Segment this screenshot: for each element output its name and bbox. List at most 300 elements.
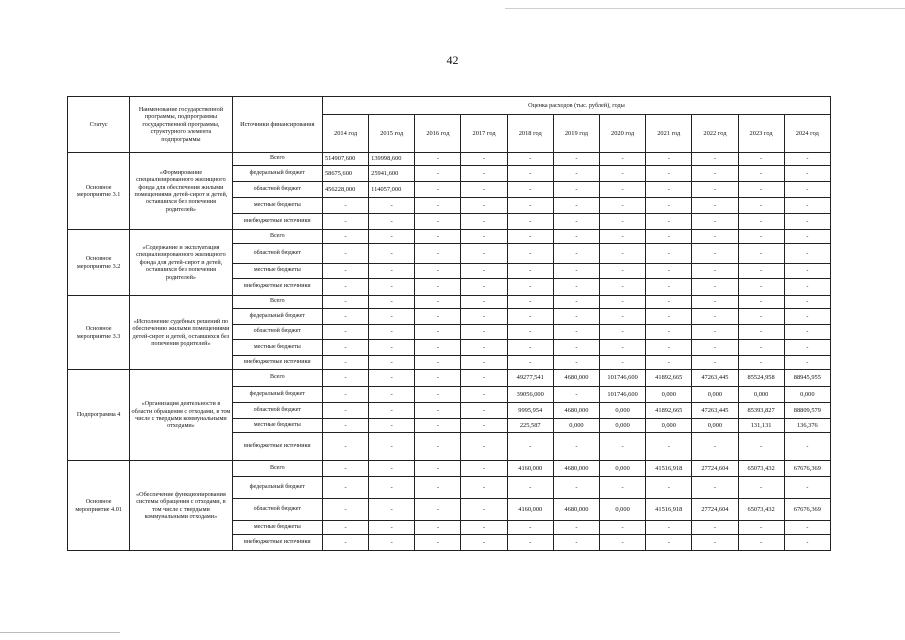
value-cell: -: [461, 198, 507, 214]
value-cell: -: [738, 153, 784, 166]
value-cell: -: [600, 244, 646, 264]
value-cell: -: [461, 279, 507, 296]
value-cell: -: [692, 477, 738, 499]
value-cell: 4680,000: [553, 403, 599, 419]
header-year: 2016 год: [415, 115, 461, 153]
value-cell: 41892,665: [646, 403, 692, 419]
header-year: 2024 год: [784, 115, 830, 153]
value-cell: -: [553, 182, 599, 198]
value-cell: -: [784, 279, 830, 296]
value-cell: -: [461, 433, 507, 461]
value-cell: -: [369, 403, 415, 419]
value-cell: -: [507, 244, 553, 264]
value-cell: -: [461, 309, 507, 325]
value-cell: -: [507, 214, 553, 230]
value-cell: -: [415, 499, 461, 521]
value-cell: -: [415, 198, 461, 214]
value-cell: -: [784, 230, 830, 244]
value-cell: -: [553, 214, 599, 230]
value-cell: -: [507, 198, 553, 214]
value-cell: -: [507, 309, 553, 325]
value-cell: -: [692, 166, 738, 182]
value-cell: -: [507, 296, 553, 309]
row-source: местные бюджеты: [232, 419, 322, 433]
row-status: Подпрограмма 4: [68, 370, 130, 461]
value-cell: 0,000: [784, 387, 830, 403]
row-source: Всего: [232, 153, 322, 166]
value-cell: 0,000: [646, 387, 692, 403]
value-cell: -: [784, 433, 830, 461]
value-cell: -: [507, 535, 553, 551]
value-cell: -: [692, 230, 738, 244]
value-cell: -: [553, 244, 599, 264]
value-cell: -: [415, 461, 461, 477]
value-cell: -: [738, 230, 784, 244]
scan-edge-line: [0, 632, 120, 633]
row-source: Всего: [232, 230, 322, 244]
value-cell: -: [507, 340, 553, 356]
value-cell: -: [553, 325, 599, 340]
value-cell: -: [322, 477, 368, 499]
value-cell: -: [415, 370, 461, 387]
value-cell: -: [553, 356, 599, 370]
value-cell: -: [369, 419, 415, 433]
value-cell: -: [646, 356, 692, 370]
value-cell: 131,131: [738, 419, 784, 433]
value-cell: -: [784, 244, 830, 264]
row-source: местные бюджеты: [232, 264, 322, 279]
value-cell: -: [600, 198, 646, 214]
value-cell: -: [646, 264, 692, 279]
table-row: [68, 230, 831, 244]
value-cell: -: [784, 214, 830, 230]
value-cell: 49277,541: [507, 370, 553, 387]
value-cell: -: [646, 477, 692, 499]
row-source: внебюджетные источники: [232, 535, 322, 551]
value-cell: 41516,918: [646, 461, 692, 477]
value-cell: 0,000: [553, 419, 599, 433]
value-cell: 41516,918: [646, 499, 692, 521]
value-cell: -: [369, 499, 415, 521]
value-cell: -: [692, 325, 738, 340]
value-cell: -: [322, 499, 368, 521]
value-cell: -: [322, 419, 368, 433]
value-cell: -: [553, 166, 599, 182]
value-cell: 225,587: [507, 419, 553, 433]
row-source: областной бюджет: [232, 244, 322, 264]
value-cell: -: [461, 244, 507, 264]
value-cell: -: [415, 477, 461, 499]
value-cell: -: [415, 166, 461, 182]
value-cell: -: [507, 433, 553, 461]
value-cell: -: [369, 356, 415, 370]
value-cell: -: [369, 521, 415, 535]
value-cell: 88945,955: [784, 370, 830, 387]
value-cell: 47263,445: [692, 403, 738, 419]
value-cell: -: [369, 325, 415, 340]
value-cell: -: [692, 214, 738, 230]
value-cell: -: [322, 244, 368, 264]
value-cell: -: [461, 325, 507, 340]
value-cell: -: [415, 244, 461, 264]
row-source: Всего: [232, 296, 322, 309]
row-name: «Формирование специализированного жилищного фонда для обеспечения жилыми помещениями детей-сирот и детей, оставшихся без попечения родителей»: [130, 153, 232, 230]
value-cell: 456228,000: [322, 182, 368, 198]
row-source: местные бюджеты: [232, 340, 322, 356]
value-cell: -: [322, 356, 368, 370]
value-cell: -: [369, 264, 415, 279]
value-cell: -: [461, 521, 507, 535]
value-cell: 65073,432: [738, 499, 784, 521]
value-cell: -: [600, 477, 646, 499]
header-year: 2019 год: [553, 115, 599, 153]
value-cell: -: [600, 325, 646, 340]
value-cell: 4680,000: [553, 370, 599, 387]
row-source: областной бюджет: [232, 325, 322, 340]
value-cell: -: [692, 244, 738, 264]
value-cell: 514907,600: [322, 153, 368, 166]
value-cell: -: [738, 477, 784, 499]
row-name: «Организация деятельности в области обращения с отходами, в том числе с твердыми коммунальными отходами»: [130, 370, 232, 461]
value-cell: 65073,432: [738, 461, 784, 477]
value-cell: -: [553, 279, 599, 296]
value-cell: 67676,369: [784, 461, 830, 477]
value-cell: -: [600, 521, 646, 535]
value-cell: -: [369, 309, 415, 325]
value-cell: -: [784, 182, 830, 198]
value-cell: -: [738, 244, 784, 264]
header-year: 2014 год: [322, 115, 368, 153]
value-cell: -: [600, 214, 646, 230]
value-cell: 67676,369: [784, 499, 830, 521]
value-cell: -: [507, 153, 553, 166]
value-cell: -: [322, 340, 368, 356]
value-cell: 85393,827: [738, 403, 784, 419]
value-cell: -: [692, 264, 738, 279]
value-cell: -: [784, 198, 830, 214]
value-cell: 0,000: [738, 387, 784, 403]
value-cell: -: [322, 403, 368, 419]
value-cell: -: [784, 264, 830, 279]
value-cell: 27724,604: [692, 499, 738, 521]
value-cell: -: [600, 182, 646, 198]
value-cell: 101746,600: [600, 370, 646, 387]
value-cell: -: [784, 521, 830, 535]
row-status: Основное мероприятие 3.3: [68, 296, 130, 370]
value-cell: -: [646, 309, 692, 325]
value-cell: -: [784, 166, 830, 182]
value-cell: -: [784, 477, 830, 499]
value-cell: -: [738, 264, 784, 279]
value-cell: -: [369, 340, 415, 356]
row-source: местные бюджеты: [232, 521, 322, 535]
value-cell: 0,000: [692, 387, 738, 403]
value-cell: -: [415, 325, 461, 340]
value-cell: -: [646, 296, 692, 309]
value-cell: -: [415, 279, 461, 296]
value-cell: -: [646, 433, 692, 461]
value-cell: -: [461, 477, 507, 499]
value-cell: -: [507, 477, 553, 499]
value-cell: -: [784, 325, 830, 340]
page-number: 42: [446, 53, 459, 67]
value-cell: -: [646, 198, 692, 214]
row-name: «Исполнение судебных решений по обеспечению жилыми помещениями детей-сирот и детей, оставшихся без попечения родителей»: [130, 296, 232, 370]
row-name: «Обеспечение функционирования системы обращения с отходами, в том числе с твердыми коммунальными отходами»: [130, 461, 232, 551]
value-cell: -: [369, 279, 415, 296]
value-cell: -: [692, 535, 738, 551]
value-cell: -: [369, 198, 415, 214]
value-cell: -: [738, 309, 784, 325]
value-cell: -: [322, 279, 368, 296]
value-cell: -: [553, 264, 599, 279]
budget-table: [67, 96, 831, 551]
value-cell: 88809,579: [784, 403, 830, 419]
value-cell: -: [322, 387, 368, 403]
row-source: областной бюджет: [232, 182, 322, 198]
value-cell: -: [646, 182, 692, 198]
value-cell: -: [646, 325, 692, 340]
value-cell: -: [692, 296, 738, 309]
row-source: внебюджетные источники: [232, 433, 322, 461]
header-year: 2020 год: [600, 115, 646, 153]
value-cell: -: [784, 153, 830, 166]
value-cell: -: [507, 521, 553, 535]
value-cell: -: [461, 419, 507, 433]
value-cell: -: [784, 535, 830, 551]
value-cell: -: [461, 230, 507, 244]
value-cell: -: [322, 325, 368, 340]
value-cell: -: [461, 461, 507, 477]
value-cell: -: [646, 214, 692, 230]
header-estimate: Оценка расходов (тыс. рублей), годы: [322, 97, 830, 115]
value-cell: 0,000: [600, 403, 646, 419]
value-cell: -: [507, 279, 553, 296]
row-source: Всего: [232, 461, 322, 477]
value-cell: -: [415, 182, 461, 198]
row-source: внебюджетные источники: [232, 279, 322, 296]
value-cell: -: [507, 182, 553, 198]
value-cell: -: [738, 433, 784, 461]
value-cell: -: [738, 198, 784, 214]
row-source: областной бюджет: [232, 403, 322, 419]
value-cell: -: [600, 356, 646, 370]
value-cell: -: [369, 214, 415, 230]
value-cell: -: [369, 370, 415, 387]
value-cell: -: [415, 264, 461, 279]
value-cell: -: [738, 182, 784, 198]
value-cell: 4680,000: [553, 461, 599, 477]
value-cell: -: [369, 244, 415, 264]
value-cell: -: [322, 535, 368, 551]
value-cell: -: [600, 340, 646, 356]
row-status: Основное мероприятие 4.01: [68, 461, 130, 551]
value-cell: -: [507, 166, 553, 182]
value-cell: -: [646, 166, 692, 182]
value-cell: -: [415, 153, 461, 166]
header-status: Статус: [68, 97, 130, 153]
value-cell: -: [553, 230, 599, 244]
header-year: 2021 год: [646, 115, 692, 153]
value-cell: -: [553, 535, 599, 551]
value-cell: -: [738, 296, 784, 309]
value-cell: -: [415, 419, 461, 433]
value-cell: -: [692, 198, 738, 214]
value-cell: -: [600, 264, 646, 279]
row-source: федеральный бюджет: [232, 166, 322, 182]
value-cell: -: [600, 279, 646, 296]
header-name: Наименование государственной программы, подпрограммы государственной программы, структурного элемента подпрограммы: [130, 97, 232, 153]
value-cell: -: [415, 521, 461, 535]
value-cell: -: [369, 535, 415, 551]
value-cell: 0,000: [646, 419, 692, 433]
value-cell: -: [415, 356, 461, 370]
header-source: Источники финансирования: [232, 97, 322, 153]
value-cell: -: [461, 296, 507, 309]
value-cell: -: [322, 214, 368, 230]
value-cell: 0,000: [600, 419, 646, 433]
value-cell: -: [507, 230, 553, 244]
value-cell: 0,000: [600, 461, 646, 477]
value-cell: -: [600, 296, 646, 309]
table-row: [68, 153, 831, 166]
value-cell: -: [646, 279, 692, 296]
value-cell: -: [461, 387, 507, 403]
value-cell: -: [415, 387, 461, 403]
value-cell: -: [784, 309, 830, 325]
value-cell: -: [600, 230, 646, 244]
table-body: [68, 153, 831, 551]
scan-edge-line: [505, 8, 905, 9]
value-cell: -: [322, 230, 368, 244]
value-cell: -: [461, 153, 507, 166]
row-source: внебюджетные источники: [232, 356, 322, 370]
value-cell: -: [369, 477, 415, 499]
row-source: областной бюджет: [232, 499, 322, 521]
value-cell: -: [738, 340, 784, 356]
value-cell: -: [415, 214, 461, 230]
value-cell: 101746,600: [600, 387, 646, 403]
value-cell: -: [415, 296, 461, 309]
value-cell: -: [692, 356, 738, 370]
value-cell: -: [369, 461, 415, 477]
value-cell: -: [553, 296, 599, 309]
value-cell: -: [415, 230, 461, 244]
value-cell: -: [646, 244, 692, 264]
value-cell: 85524,958: [738, 370, 784, 387]
value-cell: -: [646, 153, 692, 166]
header-year: 2017 год: [461, 115, 507, 153]
value-cell: -: [692, 521, 738, 535]
value-cell: 0,000: [600, 499, 646, 521]
value-cell: -: [415, 433, 461, 461]
value-cell: 25941,600: [369, 166, 415, 182]
value-cell: 0,000: [692, 419, 738, 433]
value-cell: 4160,000: [507, 461, 553, 477]
row-name: «Содержание и эксплуатация специализированного жилищного фонда для детей-сирот и детей, оставшихся без попечения родителей»: [130, 230, 232, 296]
value-cell: -: [646, 535, 692, 551]
value-cell: -: [415, 340, 461, 356]
value-cell: 39056,000: [507, 387, 553, 403]
row-source: федеральный бюджет: [232, 387, 322, 403]
value-cell: -: [322, 309, 368, 325]
value-cell: -: [322, 198, 368, 214]
value-cell: -: [553, 153, 599, 166]
value-cell: -: [461, 264, 507, 279]
value-cell: -: [461, 356, 507, 370]
value-cell: 4160,000: [507, 499, 553, 521]
value-cell: -: [600, 535, 646, 551]
value-cell: -: [738, 279, 784, 296]
row-source: федеральный бюджет: [232, 309, 322, 325]
value-cell: 139998,600: [369, 153, 415, 166]
value-cell: -: [322, 264, 368, 279]
value-cell: -: [507, 356, 553, 370]
value-cell: -: [461, 340, 507, 356]
value-cell: -: [692, 309, 738, 325]
value-cell: -: [692, 340, 738, 356]
value-cell: -: [415, 309, 461, 325]
value-cell: 4680,000: [553, 499, 599, 521]
header-year: 2023 год: [738, 115, 784, 153]
value-cell: -: [322, 521, 368, 535]
value-cell: -: [738, 535, 784, 551]
header-year: 2022 год: [692, 115, 738, 153]
value-cell: -: [369, 433, 415, 461]
value-cell: -: [738, 166, 784, 182]
value-cell: -: [553, 477, 599, 499]
value-cell: -: [553, 521, 599, 535]
value-cell: -: [600, 433, 646, 461]
value-cell: -: [461, 214, 507, 230]
table-row: [68, 296, 831, 309]
value-cell: -: [507, 325, 553, 340]
value-cell: 58675,600: [322, 166, 368, 182]
value-cell: -: [322, 370, 368, 387]
value-cell: -: [738, 356, 784, 370]
value-cell: -: [369, 296, 415, 309]
value-cell: -: [692, 182, 738, 198]
value-cell: -: [600, 166, 646, 182]
value-cell: -: [646, 340, 692, 356]
value-cell: -: [322, 296, 368, 309]
value-cell: -: [646, 521, 692, 535]
row-source: внебюджетные источники: [232, 214, 322, 230]
value-cell: -: [553, 433, 599, 461]
value-cell: -: [553, 309, 599, 325]
row-source: Всего: [232, 370, 322, 387]
value-cell: -: [322, 433, 368, 461]
value-cell: -: [461, 535, 507, 551]
value-cell: -: [784, 340, 830, 356]
value-cell: -: [692, 153, 738, 166]
header-year: 2015 год: [369, 115, 415, 153]
value-cell: -: [784, 356, 830, 370]
value-cell: -: [600, 309, 646, 325]
value-cell: -: [322, 461, 368, 477]
value-cell: -: [415, 403, 461, 419]
value-cell: 27724,604: [692, 461, 738, 477]
value-cell: -: [738, 521, 784, 535]
value-cell: -: [784, 296, 830, 309]
row-source: местные бюджеты: [232, 198, 322, 214]
value-cell: -: [600, 153, 646, 166]
row-status: Основное мероприятие 3.2: [68, 230, 130, 296]
value-cell: -: [415, 535, 461, 551]
row-source: федеральный бюджет: [232, 477, 322, 499]
table-row: [68, 461, 831, 477]
value-cell: -: [553, 387, 599, 403]
